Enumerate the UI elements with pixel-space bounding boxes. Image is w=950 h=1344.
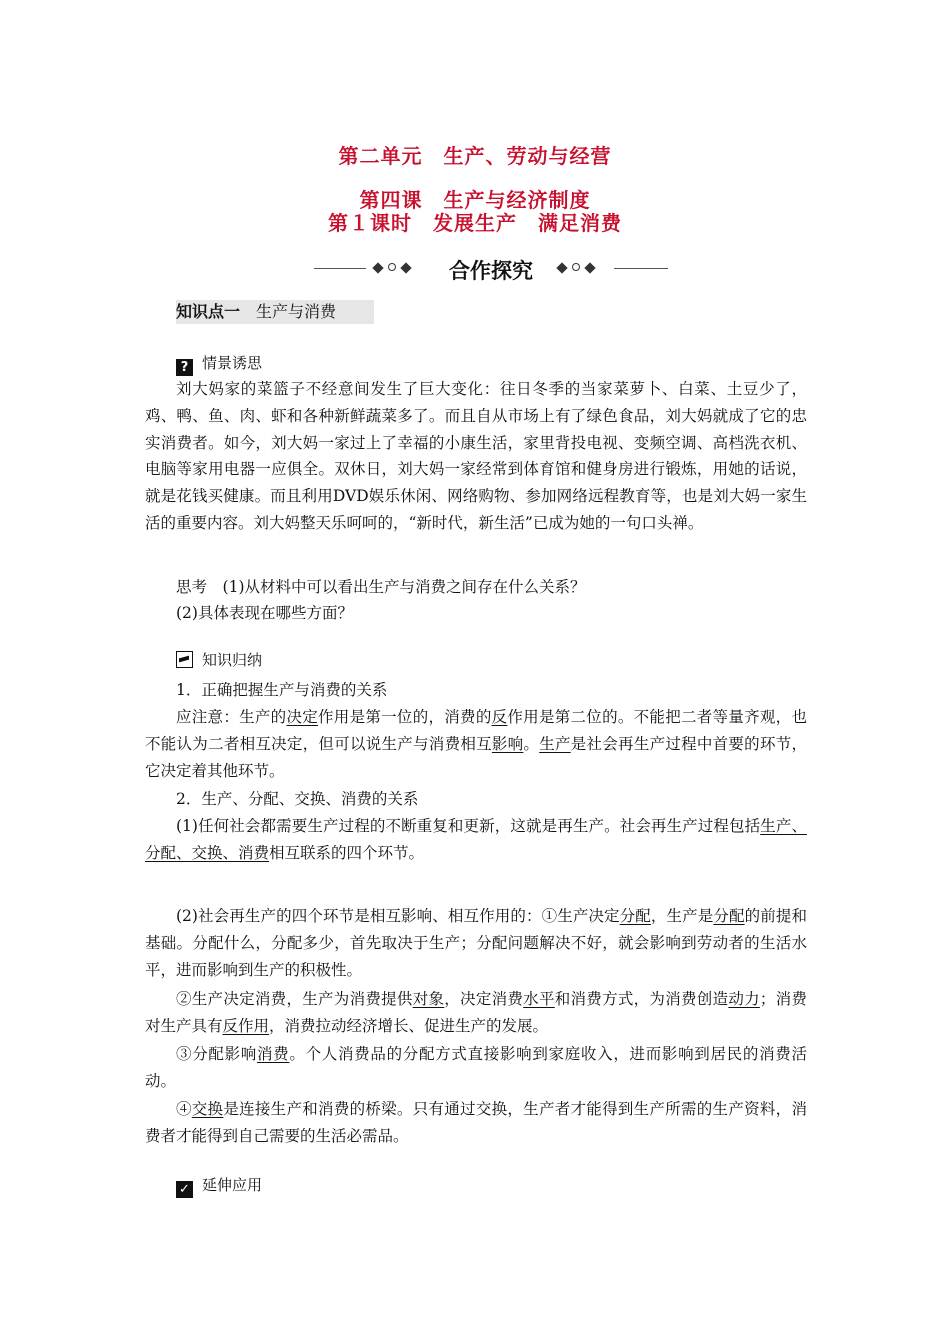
- section-summary: [176, 649, 262, 671]
- circle-ornament: [572, 263, 580, 271]
- question-1-text: (1)从材料中可以看出生产与消费之间存在什么关系？: [222, 578, 586, 596]
- unit-title: 第二单元 生产、劳动与经营: [338, 144, 612, 168]
- section-scenario: [176, 352, 262, 374]
- summary-paragraph-2: (1)任何社会都需要生产过程的不断重复和更新，这就是再生产。社会再生产过程包括生产、分配、交换、消费相互联系的四个环节。: [145, 817, 807, 862]
- section-application-label: 延伸应用: [202, 1176, 263, 1194]
- banner-left-line: [314, 268, 366, 269]
- summary-paragraph-5: ③分配影响消费。个人消费品的分配方式直接影响到家庭收入，进而影响到居民的消费活动。: [145, 1045, 807, 1090]
- period-title: 第１课时 发展生产 满足消费: [328, 211, 622, 235]
- summary-heading-2: 2．生产、分配、交换、消费的关系: [176, 790, 419, 808]
- section-application: [176, 1174, 262, 1196]
- diamond-ornament: [372, 262, 383, 273]
- diamond-ornament: [584, 262, 595, 273]
- summary-paragraph-6: ④交换是连接生产和消费的桥梁。只有通过交换，生产者才能得到生产所需的生产资料，消费者才能得到自己需要的生活必需品。: [145, 1100, 807, 1145]
- summary-paragraph-1: 应注意：生产的决定作用是第一位的，消费的反作用是第二位的。不能把二者等量齐观，也不能认为二者相互决定，但可以说生产与消费相互影响。生产是社会再生产过程中首要的环节，它决定着其他环节。: [145, 708, 807, 780]
- section-banner: [314, 255, 668, 281]
- knowledge-point-label: 知识点一: [176, 302, 241, 321]
- question-prefix: 思考: [176, 578, 208, 596]
- banner-title: 合作探究: [449, 259, 533, 283]
- banner-right-line: [614, 268, 668, 269]
- section-summary-label: 知识归纳: [202, 651, 263, 669]
- question-1: [145, 574, 807, 601]
- diamond-ornament: [556, 262, 567, 273]
- summary-heading-1: 1．正确把握生产与消费的关系: [176, 681, 388, 699]
- knowledge-point-title: 生产与消费: [256, 302, 337, 321]
- circle-ornament: [388, 263, 396, 271]
- question-mark-icon: ?: [176, 359, 193, 376]
- section-scenario-label: 情景诱思: [202, 354, 263, 372]
- knowledge-point-heading: [176, 300, 374, 324]
- diamond-ornament: [400, 262, 411, 273]
- checkmark-icon: ✓: [176, 1181, 193, 1198]
- question-2: (2)具体表现在哪些方面？: [176, 604, 353, 622]
- lesson-title: 第四课 生产与经济制度: [359, 188, 591, 212]
- book-icon: [176, 651, 193, 668]
- summary-paragraph-4: ②生产决定消费，生产为消费提供对象，决定消费水平和消费方式，为消费创造动力；消费对生产具有反作用，消费拉动经济增长、促进生产的发展。: [145, 990, 807, 1035]
- scenario-paragraph: 刘大妈家的菜篮子不经意间发生了巨大变化：往日冬季的当家菜萝卜、白菜、土豆少了，鸡、鸭、鱼、肉、虾和各种新鲜蔬菜多了。而且自从市场上有了绿色食品，刘大妈就成了它的忠实消费者。如今，刘大妈一家过上了幸福的小康生活，家里背投电视、变频空调、高档洗衣机、电脑等家用电器一应俱全。双休日，刘大妈一家经常到体育馆和健身房进行锻炼，用她的话说，就是花钱买健康。而且利用DVD娱乐休闲、网络购物、参加网络远程教育等，也是刘大妈一家生活的重要内容。刘大妈整天乐呵呵的，“新时代，新生活”已成为她的一句口头禅。: [145, 380, 807, 532]
- summary-paragraph-3: (2)社会再生产的四个环节是相互影响、相互作用的：①生产决定分配，生产是分配的前提和基础。分配什么，分配多少，首先取决于生产；分配问题解决不好，就会影响到劳动者的生活水平，进而影响到生产的积极性。: [145, 907, 807, 979]
